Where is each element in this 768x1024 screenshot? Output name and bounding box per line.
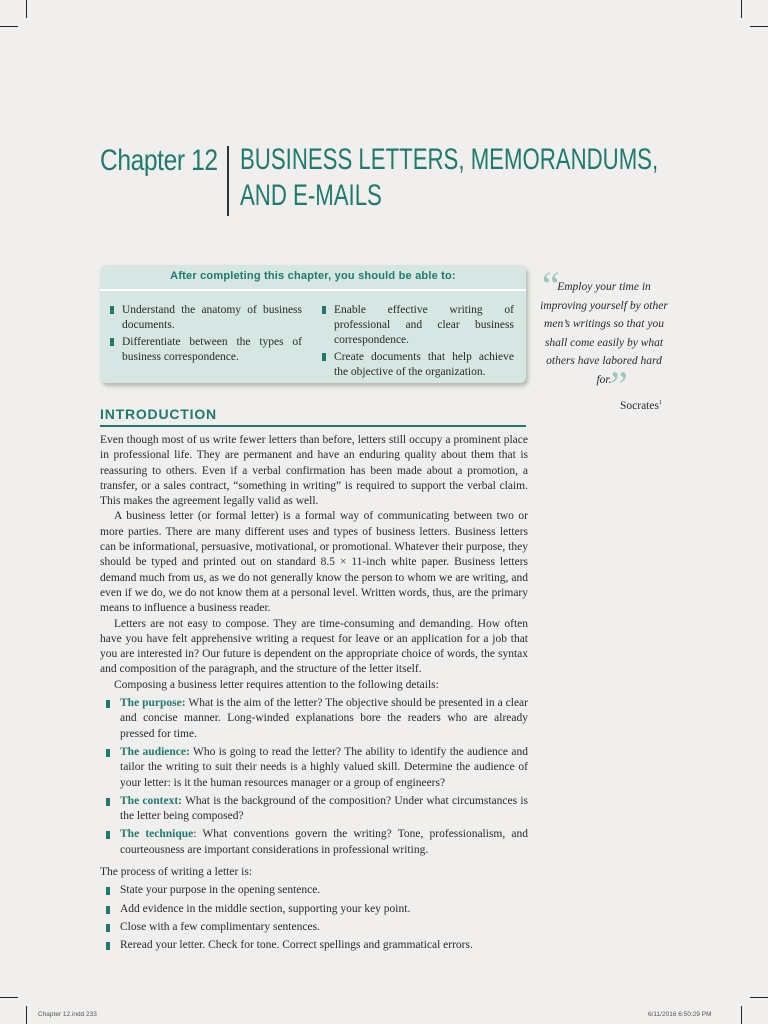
objective-item: Enable effective writing of professional and clear business correspondence. (318, 303, 514, 348)
crop-mark (26, 1006, 27, 1024)
objectives-box (100, 265, 526, 383)
crop-mark (26, 0, 27, 18)
paragraph: Composing a business letter requires attention to the following details: (114, 678, 439, 691)
objectives-right-column (318, 303, 514, 382)
chapter-divider (227, 146, 229, 216)
list-item: Reread your letter. Check for tone. Correct spellings and grammatical errors. (100, 938, 528, 953)
crop-mark (0, 26, 18, 27)
crop-mark (741, 0, 742, 18)
process-list (100, 883, 528, 953)
bullet-icon (106, 906, 110, 914)
crop-mark (741, 1006, 742, 1024)
crop-mark (750, 26, 768, 27)
epigraph-quote: Employ your time in improving yourself by other men’s writings so that you shall come easily by what others have labored hard for. (540, 281, 668, 386)
close-quote-icon: ” (610, 363, 628, 408)
paragraph: Even though most of us write fewer letters than before, letters still occupy a prominent place in professional life. They are permanent and have an enduring quality about them that is reassuring to others. Even if a verbal confirmation has been made about a promotion, a transfer, or a sales contract, “something in writing” is required to support the verbal claim. This makes the agreement legally valid as well. (100, 434, 528, 508)
bullet-icon (106, 924, 110, 932)
quote-attribution: Socrates$^1$ (620, 400, 662, 412)
objectives-left-column (106, 303, 302, 367)
objectives-divider (100, 289, 526, 291)
section-rule (100, 425, 526, 427)
bullet-icon (106, 700, 110, 708)
bullet-icon (110, 306, 114, 314)
bullet-icon (106, 749, 110, 757)
bullet-icon (110, 338, 114, 346)
list-item: The technique: What conventions govern the writing? Tone, professionalism, and courteousness are important considerations in professional writing. (100, 827, 528, 858)
objectives-heading: After completing this chapter, you should be able to: (170, 270, 456, 282)
paragraph: Letters are not easy to compose. They are time-consuming and demanding. How often have you have felt apprehensive writing a request for leave or an application for a job that you are interested in? Our future is dependent on the appropriate choice of words, the syntax and composition of the paragraph, and the structure of the letter itself. (100, 617, 528, 676)
details-list (100, 696, 528, 858)
objective-item: Understand the anatomy of business documents. (106, 303, 302, 333)
section-heading: INTRODUCTION (100, 406, 217, 422)
paragraph: A business letter (or formal letter) is a formal way of communicating between two or more parties. There are many different uses and types of business letters. Business letters can be informational, persuasive, motivational, or promotional. Whatever their purpose, they should be typed and printed out on standard 8.5 × 11-inch white paper. Business letters demand much from us, as we do not generally know the person to whom we are writing, and even if we do, we do not know them at a personal level. Written words, thus, are the primary means to influence a business reader. (100, 510, 528, 615)
objective-item: Differentiate between the types of business correspondence. (106, 335, 302, 365)
bullet-icon (322, 353, 326, 361)
list-item: Close with a few complimentary sentences. (100, 920, 528, 935)
bullet-icon (106, 831, 110, 839)
footer-filename: Chapter 12.indd 233 (38, 1011, 97, 1018)
chapter-title-line1: BUSINESS LETTERS, MEMORANDUMS, (240, 143, 659, 176)
objective-item: Create documents that help achieve the objective of the organization. (318, 350, 514, 380)
open-quote-icon: “ (542, 263, 560, 308)
list-item: The context: What is the background of the composition? Under what circumstances is the letter being composed? (100, 794, 528, 825)
list-item: Add evidence in the middle section, supporting your key point. (100, 902, 528, 917)
chapter-title-line2: AND E-MAILS (240, 179, 382, 212)
chapter-label: Chapter 12 (100, 144, 218, 177)
paragraph: The process of writing a letter is: (100, 866, 253, 879)
bullet-icon (106, 798, 110, 806)
bullet-icon (322, 306, 326, 314)
bullet-icon (106, 942, 110, 950)
bullet-icon (106, 887, 110, 895)
crop-mark (0, 997, 18, 998)
list-item: The audience: Who is going to read the letter? The ability to identify the audience and tailor the writing to suit their needs is a highly valued skill. Determine the audience of your letter: is it the human resources manager or a group of engineers? (100, 745, 528, 791)
crop-mark (750, 997, 768, 998)
chapter-title (240, 142, 658, 214)
list-item: The purpose: What is the aim of the letter? The objective should be presented in a clear and concise manner. Long-winded explanations bore the readers who are already pressed for time. (100, 696, 528, 742)
list-item: State your purpose in the opening sentence. (100, 883, 528, 898)
body-text (100, 433, 528, 954)
footer-timestamp: 6/11/2016 6:50:29 PM (648, 1011, 712, 1018)
